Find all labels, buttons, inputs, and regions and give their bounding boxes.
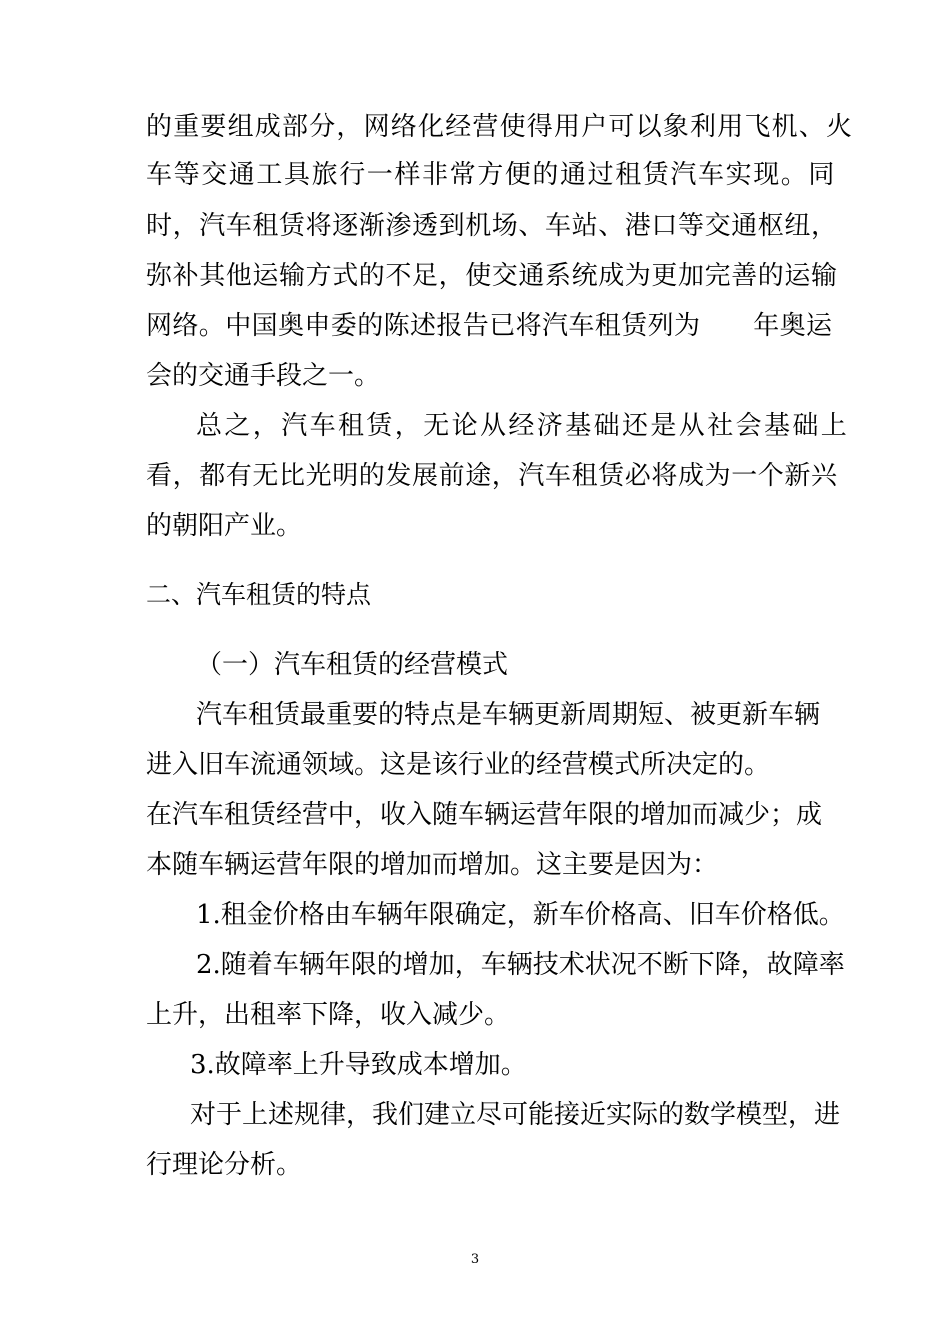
list-item: 1.租金价格由车辆年限确定，新车价格高、旧车价格低。: [196, 900, 845, 930]
paragraph-line: 网络。中国奥申委的陈述报告已将汽车租赁列为 年奥运: [146, 311, 833, 341]
paragraph-line: 弥补其他运输方式的不足，使交通系统成为更加完善的运输: [146, 261, 838, 291]
paragraph-line: 进入旧车流通领域。这是该行业的经营模式所决定的。: [146, 750, 771, 780]
paragraph-line: 在汽车租赁经营中，收入随车辆运营年限的增加而减少；成: [146, 800, 823, 830]
paragraph-line: 对于上述规律，我们建立尽可能接近实际的数学模型，进: [190, 1100, 841, 1130]
paragraph-line: 看，都有无比光明的发展前途，汽车租赁必将成为一个新兴: [146, 461, 838, 491]
list-item: 2.随着车辆年限的增加，车辆技术状况不断下降，故障率: [196, 950, 845, 980]
paragraph-line: 的重要组成部分，网络化经营使得用户可以象利用飞机、火: [146, 112, 854, 142]
paragraph-line: 的朝阳产业。: [146, 511, 303, 541]
paragraph-line: 本随车辆运营年限的增加而增加。这主要是因为：: [146, 850, 719, 880]
list-item: 3.故障率上升导致成本增加。: [190, 1050, 527, 1080]
page-number: 3: [470, 1252, 480, 1267]
paragraph-line: 总之，汽车租赁，无论从经济基础还是从社会基础上: [196, 411, 850, 441]
list-item-continuation: 上升，出租率下降，收入减少。: [146, 1000, 511, 1030]
paragraph-line: 车等交通工具旅行一样非常方便的通过租赁汽车实现。同: [146, 160, 837, 190]
paragraph-line: 汽车租赁最重要的特点是车辆更新周期短、被更新车辆: [196, 700, 821, 730]
paragraph-line: 时，汽车租赁将逐渐渗透到机场、车站、港口等交通枢纽，: [146, 211, 838, 241]
subsection-heading: （一）汽车租赁的经营模式: [196, 650, 509, 680]
section-heading: 二、汽车租赁的特点: [146, 580, 372, 609]
paragraph-line: 行理论分析。: [146, 1150, 303, 1180]
paragraph-line: 会的交通手段之一。: [146, 361, 381, 391]
